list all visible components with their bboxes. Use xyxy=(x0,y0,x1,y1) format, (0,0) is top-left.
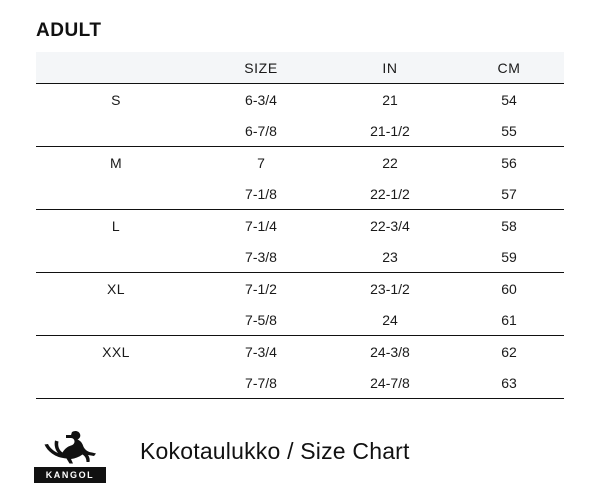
table-row xyxy=(36,273,564,305)
kangaroo-icon xyxy=(42,430,98,466)
footer-caption: Kokotaulukko / Size Chart xyxy=(140,438,410,464)
footer xyxy=(0,424,600,485)
cell-cm: 59 xyxy=(501,248,517,265)
cell-cm: 58 xyxy=(454,210,564,242)
column-header-size: SIZE xyxy=(244,59,278,76)
size-table xyxy=(36,52,564,399)
cell-cm: 56 xyxy=(454,147,564,179)
row-label xyxy=(36,304,196,336)
cell-in: 23-1/2 xyxy=(326,273,454,305)
cell-size: 7-3/8 xyxy=(245,248,277,265)
cell-in: 22-1/2 xyxy=(370,185,410,202)
cell-in: 22 xyxy=(326,147,454,179)
row-label: L xyxy=(36,210,196,242)
kangol-logo xyxy=(34,430,106,484)
cell-in: 21 xyxy=(326,84,454,116)
row-label: S xyxy=(36,84,196,116)
column-header-blank xyxy=(36,52,196,84)
row-label xyxy=(36,178,196,210)
column-header-in: IN xyxy=(382,59,398,76)
cell-cm: 57 xyxy=(501,185,517,202)
table-row xyxy=(36,304,564,336)
table-row xyxy=(36,178,564,210)
table-row xyxy=(36,115,564,147)
cell-in: 24-7/8 xyxy=(326,367,454,399)
cell-size: 7-7/8 xyxy=(196,367,326,399)
cell-cm: 63 xyxy=(454,367,564,399)
table-body xyxy=(36,84,564,399)
row-label xyxy=(36,241,196,273)
row-label xyxy=(36,115,196,147)
table-row xyxy=(36,336,564,368)
column-header-cm: CM xyxy=(497,59,521,76)
cell-in: 22-3/4 xyxy=(326,210,454,242)
row-label: M xyxy=(36,147,196,179)
cell-size: 7-1/4 xyxy=(196,210,326,242)
row-label: XL xyxy=(36,273,196,305)
kangol-wordmark: KANGOL xyxy=(34,467,106,483)
table-row xyxy=(36,210,564,242)
cell-size: 6-7/8 xyxy=(245,122,277,139)
cell-in: 23 xyxy=(382,248,398,265)
cell-size: 7 xyxy=(196,147,326,179)
table-row xyxy=(36,84,564,116)
table-header xyxy=(36,52,564,84)
cell-cm: 62 xyxy=(454,336,564,368)
table-row xyxy=(36,367,564,399)
cell-cm: 54 xyxy=(454,84,564,116)
row-label: XXL xyxy=(36,336,196,368)
cell-cm: 61 xyxy=(501,311,517,328)
cell-size: 7-1/8 xyxy=(245,185,277,202)
page-title: ADULT xyxy=(36,20,102,41)
table-row xyxy=(36,241,564,273)
cell-in: 24 xyxy=(382,311,398,328)
cell-cm: 55 xyxy=(501,122,517,139)
table-header-row xyxy=(36,52,564,84)
cell-in: 21-1/2 xyxy=(370,122,410,139)
cell-size: 7-1/2 xyxy=(196,273,326,305)
cell-in: 24-3/8 xyxy=(326,336,454,368)
table-row xyxy=(36,147,564,179)
cell-size: 7-3/4 xyxy=(196,336,326,368)
cell-size: 7-5/8 xyxy=(245,311,277,328)
cell-size: 6-3/4 xyxy=(196,84,326,116)
cell-cm: 60 xyxy=(454,273,564,305)
row-label xyxy=(36,367,196,399)
